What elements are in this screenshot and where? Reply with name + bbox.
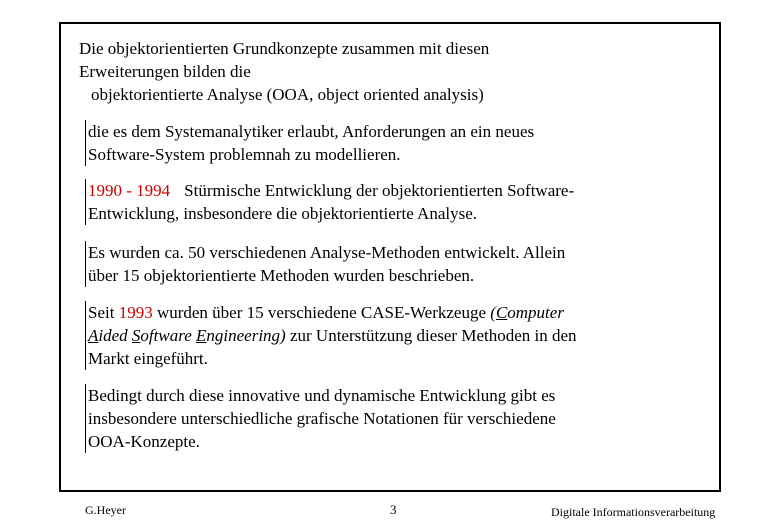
para1-line-2: Software-System problemnah zu modellieren. [88, 145, 401, 164]
acronym-letter-a: A [88, 326, 99, 345]
word-ided: ided [98, 326, 128, 345]
paragraph-methods [85, 241, 565, 287]
paren-close: ) [280, 326, 286, 345]
word-oftware: oftware [140, 326, 192, 345]
intro-line-3: objektorientierte Analyse (OOA, object oriented analysis) [91, 85, 484, 104]
case-acronym-start [490, 303, 564, 322]
footer-author: G.Heyer [85, 503, 126, 517]
paragraph-requirements [85, 120, 534, 166]
acronym-letter-c: C [495, 303, 508, 322]
para3-line-1: Es wurden ca. 50 verschiedenen Analyse-Methoden entwickelt. Allein [88, 243, 566, 262]
intro-text [79, 37, 489, 106]
para2-line-1-text: Stürmische Entwicklung der objektorientierten Software- [184, 181, 575, 200]
intro-line-2: Erweiterungen bilden die [79, 62, 251, 81]
para4-line-2-text: zur Unterstützung dieser Methoden in den [289, 326, 577, 345]
footer-page-number: 3 [390, 502, 397, 517]
para5-line-3: OOA-Konzepte. [88, 432, 200, 451]
seit-word: Seit [88, 303, 115, 322]
word-omputer: omputer [507, 303, 564, 322]
para2-line-2: Entwicklung, insbesondere die objektorientierte Analyse. [88, 204, 478, 223]
word-ngineering: ngineering [206, 326, 281, 345]
acronym-letter-s: S [131, 326, 141, 345]
para5-line-2: insbesondere unterschiedliche grafische Notationen für verschiedene [88, 409, 556, 428]
para2-line-1 [88, 179, 574, 202]
footer-course: Digitale Informationsverarbeitung [551, 505, 716, 519]
paragraph-notations [85, 384, 556, 453]
para4-line-1 [88, 301, 577, 324]
para1-line-1: die es dem Systemanalytiker erlaubt, Anforderungen an ein neues [88, 122, 535, 141]
year-1993: 1993 [118, 303, 153, 322]
para5-line-1: Bedingt durch diese innovative und dynamische Entwicklung gibt es [88, 386, 556, 405]
para4-line-1-text: wurden über 15 verschiedene CASE-Werkzeuge [156, 303, 487, 322]
para4-line-3: Markt eingeführt. [88, 349, 208, 368]
paragraph-case-tools [85, 301, 577, 370]
para3-line-2: über 15 objektorientierte Methoden wurden beschrieben. [88, 266, 475, 285]
years-range: 1990 - 1994 [88, 181, 171, 200]
paragraph-history [85, 179, 574, 225]
acronym-letter-e: E [196, 326, 207, 345]
para4-line-2 [88, 324, 577, 347]
paren-open: ( [490, 303, 496, 322]
intro-line-1: Die objektorientierten Grundkonzepte zusammen mit diesen [79, 39, 490, 58]
case-acronym-end [88, 326, 286, 345]
